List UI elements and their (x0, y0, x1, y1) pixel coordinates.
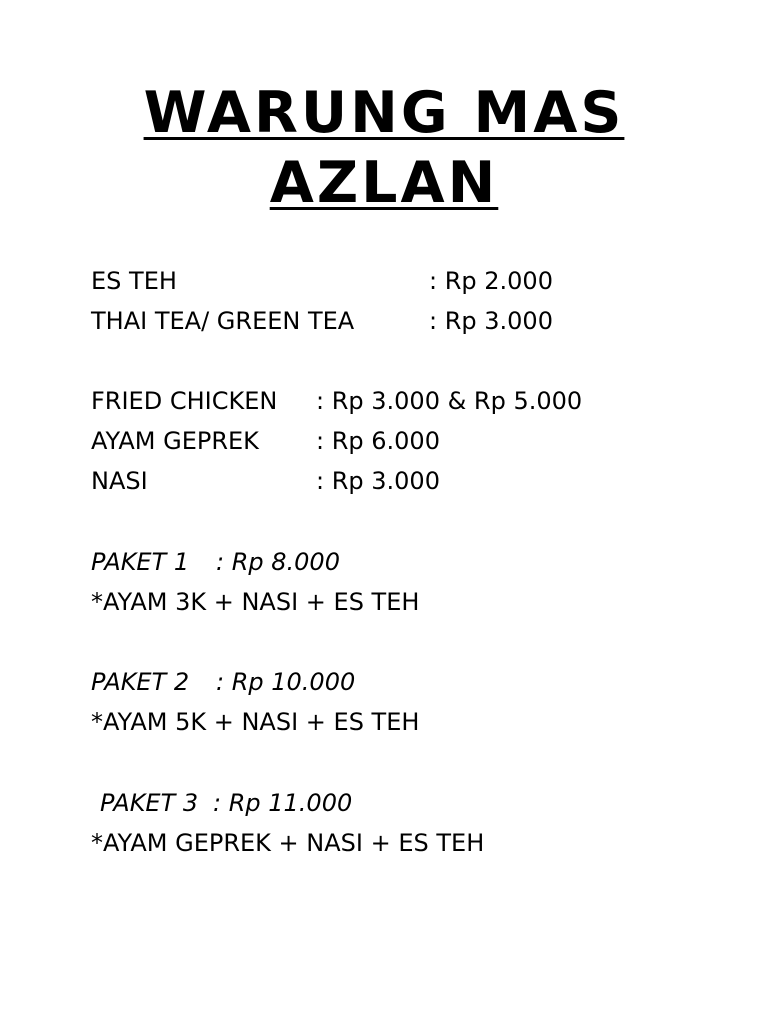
package-1-contents: *AYAM 3K + NASI + ES TEH (91, 588, 420, 616)
item-price: : Rp 3.000 & Rp 5.000 (316, 387, 583, 415)
package-price: : Rp 8.000 (216, 548, 340, 576)
item-price: : Rp 3.000 (429, 307, 553, 335)
package-name: PAKET 2 (91, 668, 190, 696)
package-price: : Rp 10.000 (216, 668, 356, 696)
item-name: THAI TEA/ GREEN TEA (91, 307, 355, 335)
item-price: : Rp 3.000 (316, 467, 440, 495)
package-price: : Rp 11.000 (213, 789, 353, 817)
title-line-1: WARUNG MAS (143, 80, 625, 146)
item-price: : Rp 6.000 (316, 427, 440, 455)
package-name: PAKET 1 (91, 548, 190, 576)
item-name: FRIED CHICKEN (91, 387, 278, 415)
item-price: : Rp 2.000 (429, 267, 553, 295)
item-name: ES TEH (91, 267, 177, 295)
package-name: PAKET 3 (100, 789, 199, 817)
item-name: AYAM GEPREK (91, 427, 259, 455)
title-line-2: AZLAN (269, 150, 499, 216)
package-3-contents: *AYAM GEPREK + NASI + ES TEH (91, 829, 485, 857)
item-name: NASI (91, 467, 148, 495)
package-2-contents: *AYAM 5K + NASI + ES TEH (91, 708, 420, 736)
